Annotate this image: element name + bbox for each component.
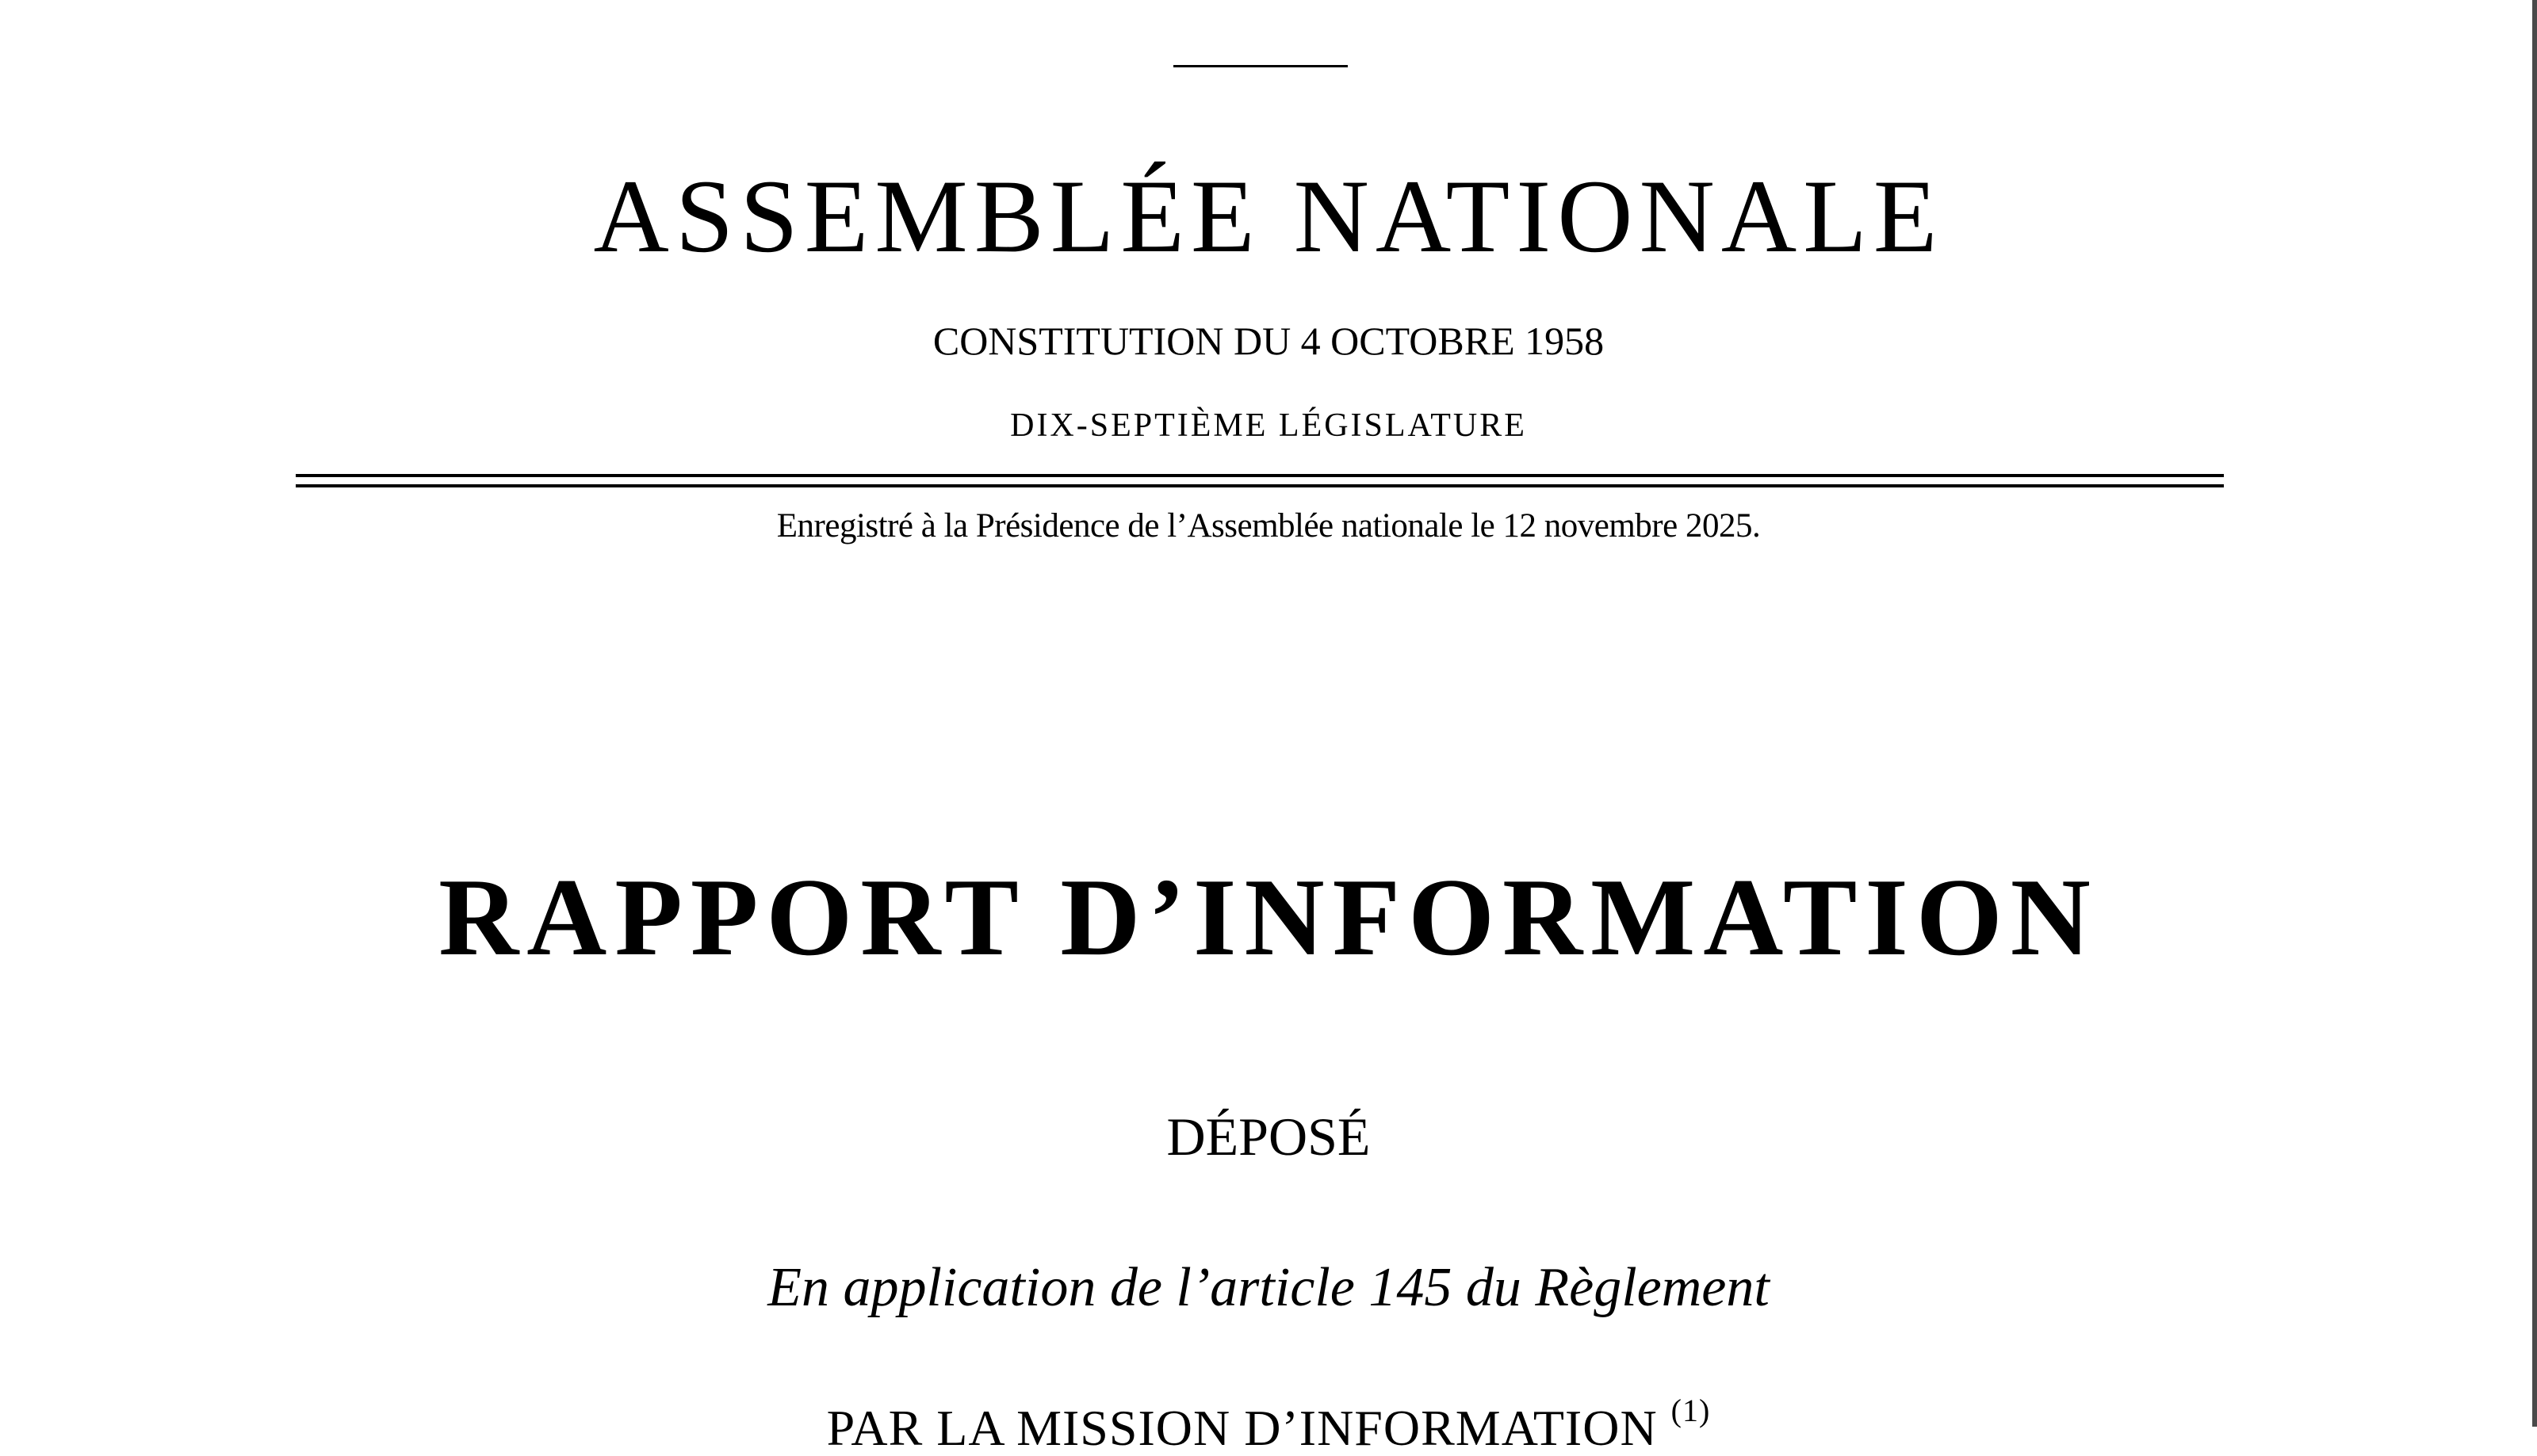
- mission-line: [0, 1393, 2537, 1456]
- registration-line: Enregistré à la Présidence de l’Assemblée nationale le 12 novembre 2025.: [776, 507, 1761, 545]
- double-rule-top: [296, 474, 2224, 477]
- assembly-heading: ASSEMBLÉE NATIONALE: [593, 158, 1944, 274]
- mission-text: PAR LA MISSION D’INFORMATION: [826, 1400, 1658, 1456]
- mission-footnote-ref[interactable]: (1): [1670, 1393, 1711, 1428]
- application-line: En application de l’article 145 du Règlement: [767, 1257, 1770, 1318]
- legislature-line: DIX-SEPTIÈME LÉGISLATURE: [1010, 407, 1527, 444]
- double-rule-bottom: [296, 484, 2224, 487]
- constitution-line: CONSTITUTION DU 4 OCTOBRE 1958: [932, 319, 1605, 363]
- top-short-rule: [1173, 65, 1348, 67]
- deposited-label: DÉPOSÉ: [1166, 1106, 1371, 1167]
- window-scrollbar-edge[interactable]: [2532, 0, 2537, 1427]
- report-title: RAPPORT D’INFORMATION: [438, 856, 2099, 979]
